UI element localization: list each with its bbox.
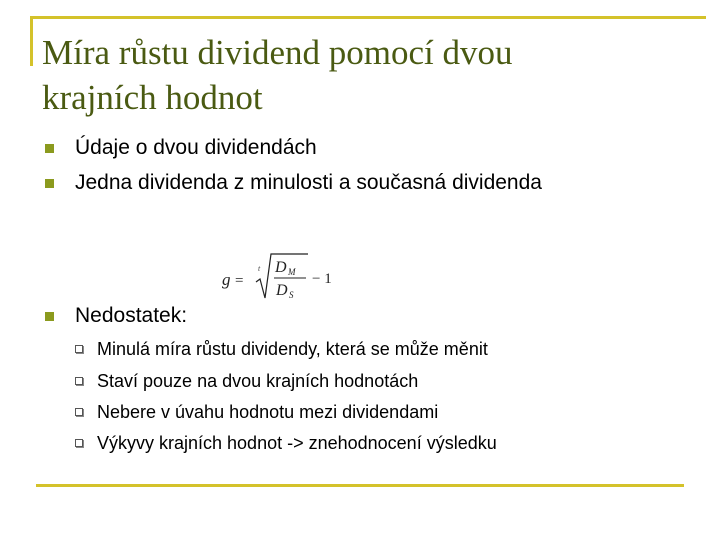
sub-bullet-text: Staví pouze na dvou krajních hodnotách xyxy=(97,370,419,391)
sub-bullet-text: Minulá míra růstu dividendy, která se může měnit xyxy=(97,338,488,359)
formula-numerator-sub: M xyxy=(288,267,296,277)
formula-numerator: D xyxy=(275,259,287,276)
sub-bullet-text: Nebere v úvahu hodnotu mezi dividendami xyxy=(97,401,439,422)
bullet-text: Nedostatek: xyxy=(75,304,188,327)
formula-root-index: t xyxy=(258,264,261,273)
formula-equals: = xyxy=(235,273,244,289)
growth-formula xyxy=(218,248,348,304)
title-line-2: krajních hodnot xyxy=(42,78,263,117)
sub-bullet-item xyxy=(72,337,488,361)
bullet-text: Údaje o dvou dividendách xyxy=(75,136,317,159)
hollow-square-bullet-icon xyxy=(75,345,83,353)
square-bullet-icon xyxy=(45,144,54,153)
square-bullet-icon xyxy=(45,179,54,188)
hollow-square-bullet-icon xyxy=(75,377,83,385)
bullet-item xyxy=(42,168,542,198)
bullet-item xyxy=(42,301,187,331)
square-bullet-icon xyxy=(45,312,54,321)
hollow-square-bullet-icon xyxy=(75,408,83,416)
sub-bullet-item xyxy=(72,431,497,455)
sub-bullet-item xyxy=(72,369,418,393)
hollow-square-bullet-icon xyxy=(75,439,83,447)
formula-lhs: g xyxy=(222,270,231,289)
top-rule xyxy=(30,16,706,19)
sub-bullet-text: Výkyvy krajních hodnot -> znehodnocení výsledku xyxy=(97,432,497,453)
bullet-text: Jedna dividenda z minulosti a současná dividenda xyxy=(75,171,542,194)
bottom-rule xyxy=(36,484,684,487)
formula-denominator: D xyxy=(276,282,288,299)
sub-bullet-item xyxy=(72,400,438,424)
bullet-item xyxy=(42,133,317,163)
slide-title xyxy=(42,30,682,120)
formula-denominator-sub: S xyxy=(289,290,294,300)
formula-minus-one: − 1 xyxy=(312,271,332,287)
title-line-1: Míra růstu dividend pomocí dvou xyxy=(42,33,513,72)
left-rule xyxy=(30,16,33,66)
